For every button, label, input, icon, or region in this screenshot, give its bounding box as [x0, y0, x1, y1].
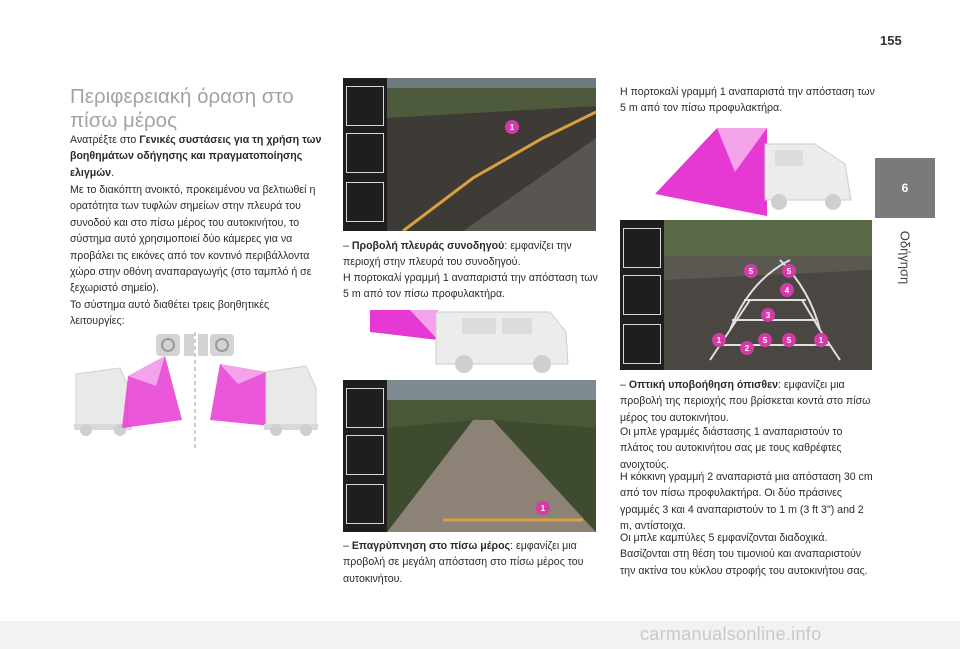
- rear-view-button[interactable]: [346, 86, 384, 126]
- marker-badge-3: 3: [761, 308, 775, 322]
- footer-watermark[interactable]: carmanualsonline.info: [640, 624, 822, 644]
- bullet-dash: –: [620, 379, 626, 391]
- side-view-button[interactable]: [346, 435, 384, 475]
- zoom-view-button[interactable]: [623, 324, 661, 364]
- marker-badge-5d: 5: [782, 333, 796, 347]
- left-camera-field: [122, 356, 182, 428]
- page-number: 155: [880, 33, 902, 48]
- camera-view-selector-zoom: [343, 380, 387, 532]
- marker-badge-5a: 5: [744, 264, 758, 278]
- rear-view-button[interactable]: [623, 228, 661, 268]
- side-view-camera-screen: [343, 78, 596, 231]
- curves-note: Οι μπλε καμπύλες 5 εμφανίζονται διαδοχικά. Βασίζονται στη θέση του τιμονιού και αναπαριστούν την ακτίνα του κύκλου στροφής του αυτοκινήτου σας.: [620, 532, 868, 577]
- side-view-description: [343, 238, 599, 271]
- distance-lines-note: Η κόκκινη γραμμή 2 αναπαριστά μια απόσταση 30 cm από τον πίσω προφυλακτήρα. Οι δύο πράσινες γραμμές 3 και 4 αναπαριστούν το 1 m (3 ft 3") and 2 m, αντίστοιχα.: [620, 471, 873, 533]
- side-view-button[interactable]: [623, 275, 661, 315]
- description-paragraph: Με το διακόπτη ανοικτό, προκειμένου να βελτιωθεί η ορατότητα των τυφλών σημείων στην πλευρά του συνοδού και στο πίσω μέρος του αυτοκινήτου, το σύστημα αυτό χρησιμοποιεί δύο κάμερες για να προβάλει τις εικόνες από τον κοντινό περιβάλλοντα χώρο στην οθόνη αναπαραγωγής (στο ταμπλό ή σε ξεχωριστό σημείο).: [70, 184, 316, 295]
- rear-view-button[interactable]: [346, 388, 384, 428]
- van-side-illustration: [436, 312, 568, 373]
- rear-view-description: [620, 377, 876, 426]
- intro-paragraph: [70, 132, 322, 181]
- van-rear-illustration: [765, 144, 851, 210]
- intro-text-pre: Ανατρέξτε στο: [70, 134, 140, 146]
- right-top-view-icon: [198, 334, 234, 356]
- rear-line-note: Η πορτοκαλί γραμμή 1 αναπαριστά την απόσταση των 5 m από τον πίσω προφυλακτήρα.: [620, 86, 875, 115]
- width-lines-note: Οι μπλε γραμμές διάστασης 1 αναπαριστούν το πλάτος του αυτοκινήτου σας με τους καθρέφτες ανοιχτούς.: [620, 426, 843, 471]
- rear-zoom-camera-screen: [343, 380, 596, 532]
- side-view-term: Προβολή πλευράς συνοδηγού: [351, 240, 505, 252]
- marker-badge-1-zoom: 1: [536, 501, 550, 515]
- marker-badge-5b: 5: [782, 264, 796, 278]
- rear-camera-screen: [620, 220, 872, 370]
- left-top-view-icon: [156, 334, 194, 356]
- bullet-dash: –: [343, 540, 349, 552]
- marker-badge-1b: 1: [814, 333, 828, 347]
- side-view-line-note: Η πορτοκαλί γραμμή 1 αναπαριστά την απόσταση των 5 m από τον πίσω προφυλακτήρα.: [343, 272, 598, 301]
- blind-spot-diagram: [70, 328, 320, 454]
- zoom-view-button[interactable]: [346, 484, 384, 524]
- rear-view-text: : εμφανίζει μια προβολή της περιοχής που βρίσκεται κοντά στο πίσω μέρος του αυτοκινήτου.: [620, 379, 871, 424]
- chapter-label-text: Οδήγηση: [897, 230, 913, 284]
- intro-text-post: .: [111, 166, 115, 179]
- rear-view-term: Οπτική υποβοήθηση όπισθεν: [628, 379, 779, 391]
- marker-badge-4: 4: [780, 283, 794, 297]
- zoom-view-text: : εμφανίζει μια προβολή σε μεγάλη απόσταση στο πίσω μέρος του αυτοκινήτου.: [343, 540, 584, 585]
- chapter-number-tab: 6: [875, 158, 935, 218]
- marker-badge-5c: 5: [758, 333, 772, 347]
- marker-badge-1: 1: [505, 120, 519, 134]
- rear-camera-diagram: [655, 124, 855, 218]
- bullet-dash: –: [343, 240, 349, 252]
- chapter-label: [872, 222, 938, 292]
- zoom-view-term: Επαγρύπνηση στο πίσω μέρος: [351, 540, 511, 552]
- side-camera-diagram: [370, 302, 570, 376]
- side-view-text: : εμφανίζει την περιοχή στην πλευρά του συνοδηγού.: [343, 240, 572, 269]
- zoom-view-button[interactable]: [346, 182, 384, 222]
- right-camera-field: [210, 364, 270, 426]
- marker-badge-2: 2: [740, 341, 754, 355]
- side-view-button[interactable]: [346, 133, 384, 173]
- functions-paragraph: Το σύστημα αυτό διαθέτει τρεις βοηθητικές λειτουργίες:: [70, 299, 270, 328]
- right-van-illustration: [264, 366, 318, 436]
- intro-link-bold: Γενικές συστάσεις για τη χρήση των βοηθημάτων οδήγησης και πραγματοποίησης ελιγμών: [70, 134, 322, 179]
- zoom-view-description: [343, 538, 599, 587]
- page-title: Περιφερειακή όραση στο πίσω μέρος: [70, 85, 294, 132]
- marker-badge-1a: 1: [712, 333, 726, 347]
- camera-view-selector-rear: [620, 220, 664, 370]
- camera-view-selector: [343, 78, 387, 231]
